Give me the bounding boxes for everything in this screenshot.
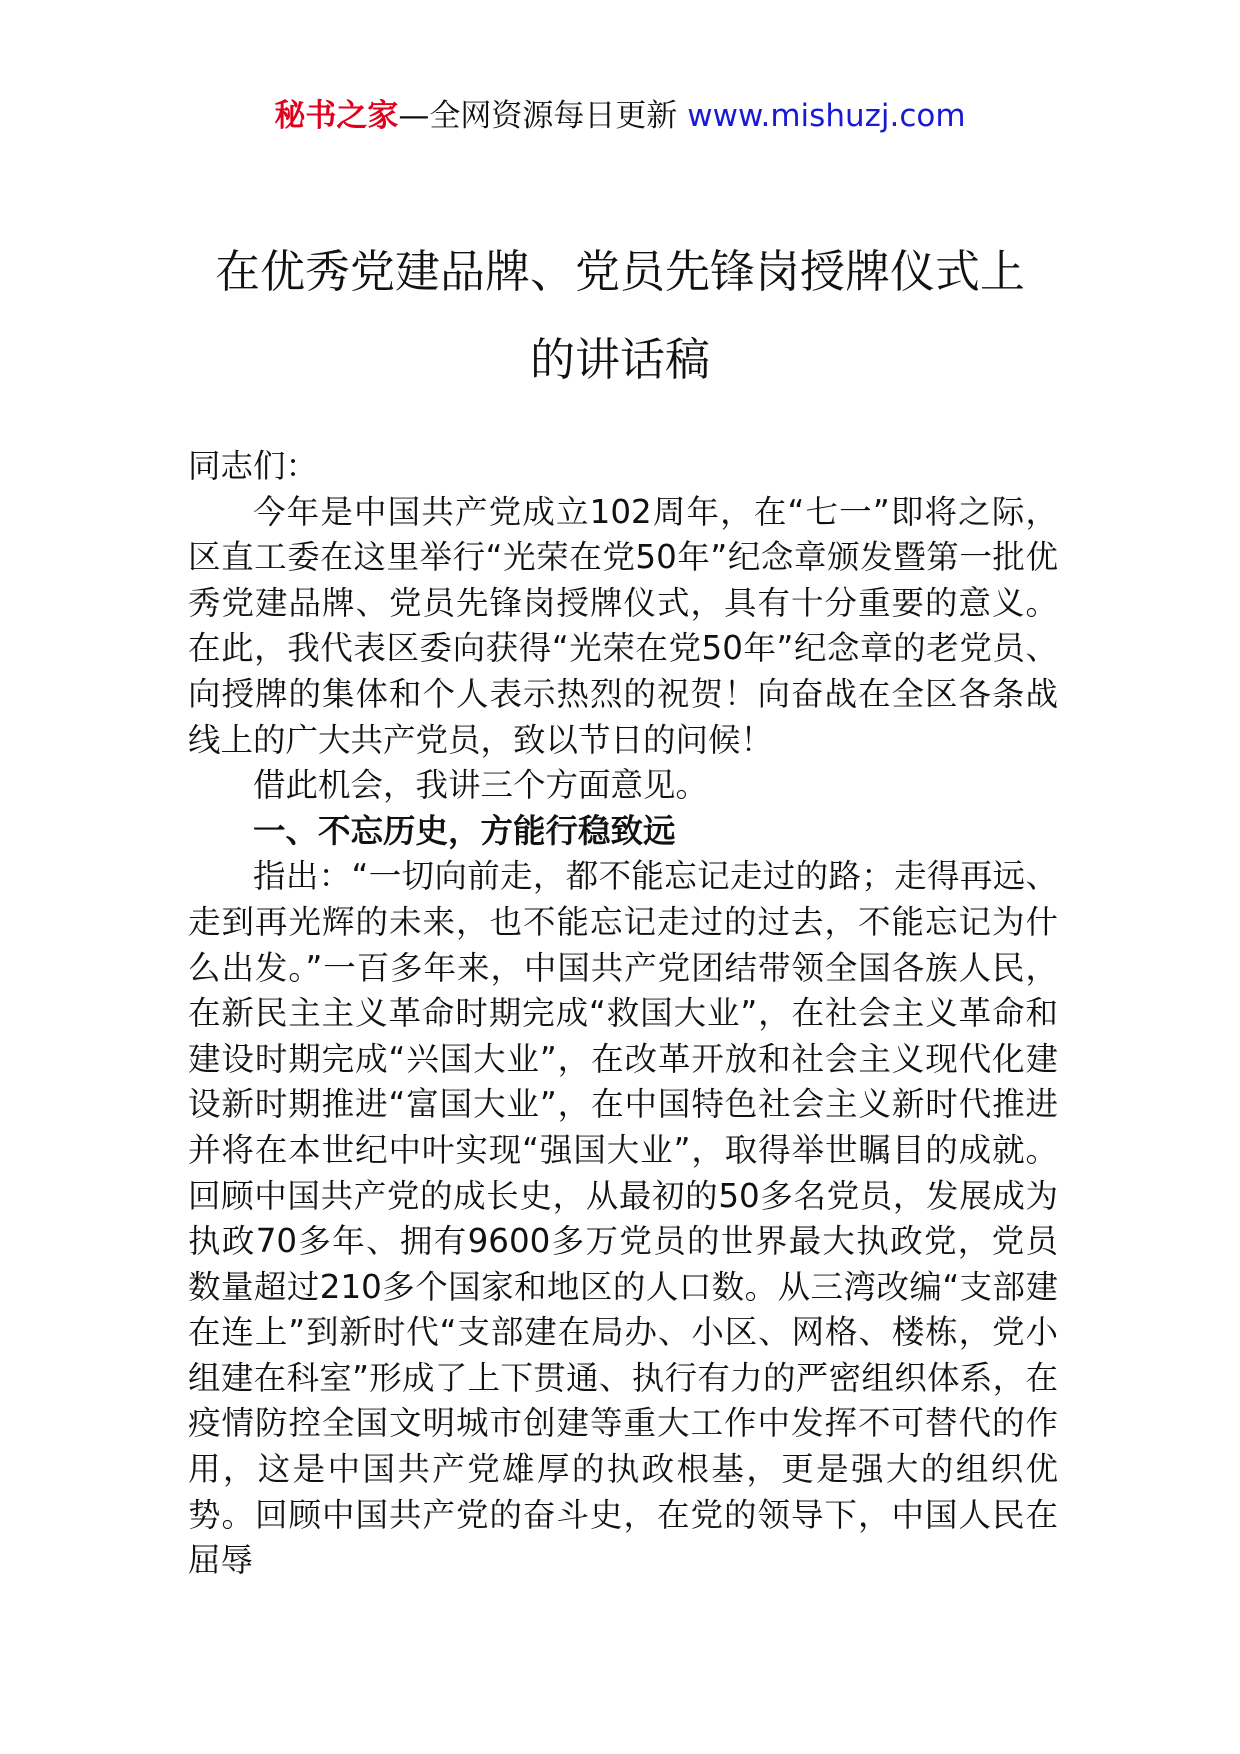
- paragraph-section-1: 指出：“一切向前走，都不能忘记走过的路；走得再远、走到再光辉的未来，也不能忘记走过的过去，不能忘记为什么出发。”一百多年来，中国共产党团结带领全国各族人民，在新民主主义革命时期完成“救国大业”，在社会主义革命和建设时期完成“兴国大业”，在改革开放和社会主义现代化建设新时期推进“富国大业”，在中国特色社会主义新时代推进并将在本世纪中叶实现“强国大业”，取得举世瞩目的成就。回顾中国共产党的成长史，从最初的50多名党员，发展成为执政70多年、拥有9600多万党员的世界最大执政党，党员数量超过210多个国家和地区的人口数。从三湾改编“支部建在连上”到新时代“支部建在局办、小区、网格、楼栋，党小组建在科室”形成了上下贯通、执行有力的严密组织体系，在疫情防控全国文明城市创建等重大工作中发挥不可替代的作用，这是中国共产党雄厚的执政根基，更是强大的组织优势。回顾中国共产党的奋斗史，在党的领导下，中国人民在屈辱: [188, 857, 1058, 1580]
- document-body: [188, 444, 1058, 1584]
- paragraph-opening: 今年是中国共产党成立102周年，在“七一”即将之际，区直工委在这里举行“光荣在党50年”纪念章颁发暨第一批优秀党建品牌、党员先锋岗授牌仪式，具有十分重要的意义。在此，我代表区委向获得“光荣在党50年”纪念章的老党员、向授牌的集体和个人表示热烈的祝贺！向奋战在全区各条战线上的广大共产党员，致以节日的问候！: [188, 492, 1058, 759]
- document-title: [0, 228, 1240, 404]
- site-tagline: —全网资源每日更新: [398, 98, 688, 134]
- salutation: 同志们：: [188, 447, 319, 485]
- site-header: [0, 96, 1240, 136]
- site-url[interactable]: www.mishuzj.com: [687, 98, 966, 134]
- title-line-1: 在优秀党建品牌、党员先锋岗授牌仪式上: [214, 245, 1025, 298]
- site-brand: 秘书之家: [274, 98, 399, 134]
- paragraph-intro: 借此机会，我讲三个方面意见。: [253, 766, 709, 805]
- title-line-2: 的讲话稿: [529, 333, 710, 386]
- section-heading-1: 一、不忘历史，方能行稳致远: [253, 811, 676, 850]
